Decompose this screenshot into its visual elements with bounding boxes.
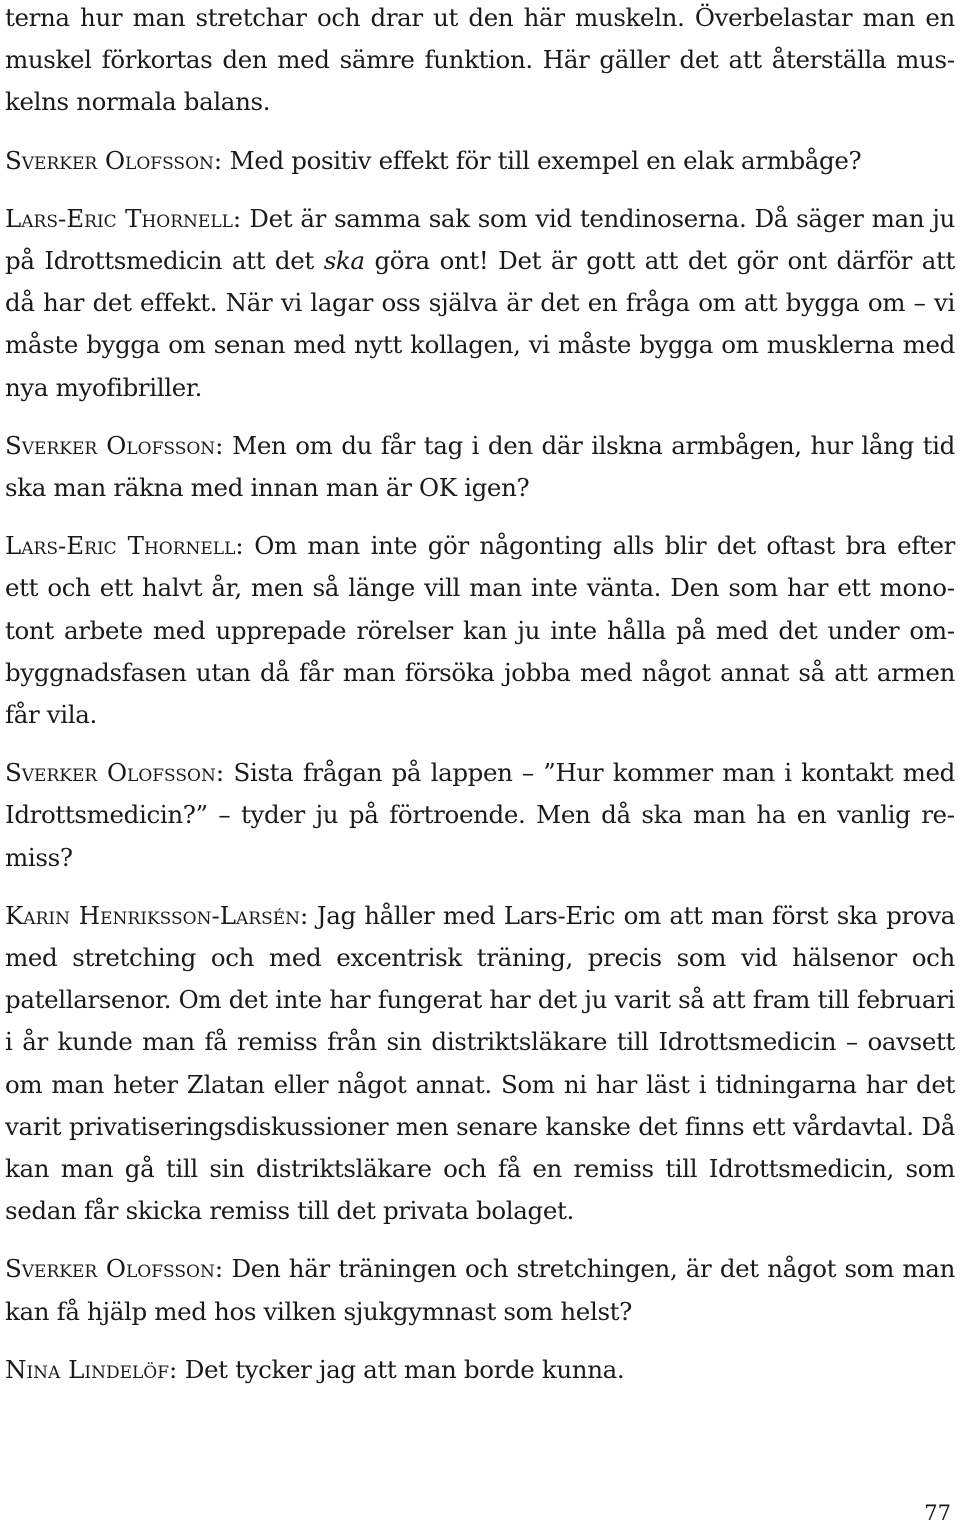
dialogue-paragraph (5, 1248, 955, 1332)
dialogue-paragraph (5, 198, 955, 409)
speaker-name: Sverker Olofsson: (5, 758, 225, 788)
paragraph-text: Om man inte gör någonting alls blir det oftast bra efter ett och ett halvt år, men så länge vill man inte vänta. Den som har ett monotont arbete med upprepade rörelser kan ju inte hålla på med det under ombyggnadsfasen utan då får man försöka jobba med något annat så att armen får vila. (5, 531, 955, 730)
document-page (5, 0, 955, 1391)
speaker-name: Lars-Eric Thornell: (5, 531, 244, 561)
speaker-name: Sverker Olofsson: (5, 145, 223, 175)
dialogue-paragraph (5, 895, 955, 1233)
page-number: 77 (924, 1501, 951, 1525)
speaker-name: Sverker Olofsson: (5, 430, 224, 460)
paragraph-text: Med positiv effekt för till exempel en elak armbåge? (222, 145, 862, 175)
speaker-name: Karin Henriksson-Larsén: (5, 900, 309, 930)
dialogue-paragraph (5, 1349, 955, 1391)
dialogue-paragraph (5, 752, 955, 879)
paragraph-text: Det är samma sak som vid tendinoserna. Då säger man ju på Idrottsmedicin att det (5, 203, 955, 276)
paragraph-text: terna hur man stretchar och drar ut den här muskeln. Överbelastar man en muskel förkortas den med sämre funktion. Här gäller det att återställa muskelns normala balans. (5, 3, 955, 117)
paragraph-text: Den här träningen och stretchingen, är det något som man kan få hjälp med hos vilken sjukgymnast som helst? (5, 1254, 955, 1326)
paragraph-text: Sista frågan på lappen – ”Hur kommer man i kontakt med Idrottsmedicin?” – tyder ju på förtroende. Men då ska man ha en vanlig remiss? (5, 758, 955, 872)
speaker-name: Lars-Eric Thornell: (5, 203, 242, 233)
emphasized-text: ska (323, 246, 365, 276)
paragraph-continuation (5, 0, 955, 124)
paragraph-text-continued: göra ont! Det är gott att det gör ont därför att då har det effekt. När vi lagar oss själva är det en fråga om att bygga om – vi måste bygga om senan med nytt kollagen, vi måste bygga om musklerna med nya myofibriller. (5, 246, 955, 402)
dialogue-paragraph (5, 525, 955, 736)
dialogue-paragraph (5, 140, 955, 182)
paragraph-text: Men om du får tag i den där ilskna armbågen, hur lång tid ska man räkna med innan man är OK igen? (5, 430, 955, 503)
speaker-name: Sverker Olofsson: (5, 1254, 224, 1284)
speaker-name: Nina Lindelöf: (5, 1354, 178, 1384)
paragraph-text: Det tycker jag att man borde kunna. (177, 1354, 625, 1384)
dialogue-paragraph (5, 425, 955, 509)
paragraph-text: Jag håller med Lars-Eric om att man först ska prova med stretching och med excentrisk träning, precis som vid hälsenor och patellarsenor. Om det inte har fungerat har det ju varit så att fram till februari i år kunde man få remiss från sin distriktsläkare till Idrottsmedicin – oavsett om man heter Zlatan eller något annat. Som ni har läst i tidningarna har det varit privatiseringsdiskussioner men senare kanske det finns ett vårdavtal. Då kan man gå till sin distriktsläkare och få en remiss till Idrottsmedicin, som sedan får skicka remiss till det privata bolaget. (5, 900, 955, 1226)
